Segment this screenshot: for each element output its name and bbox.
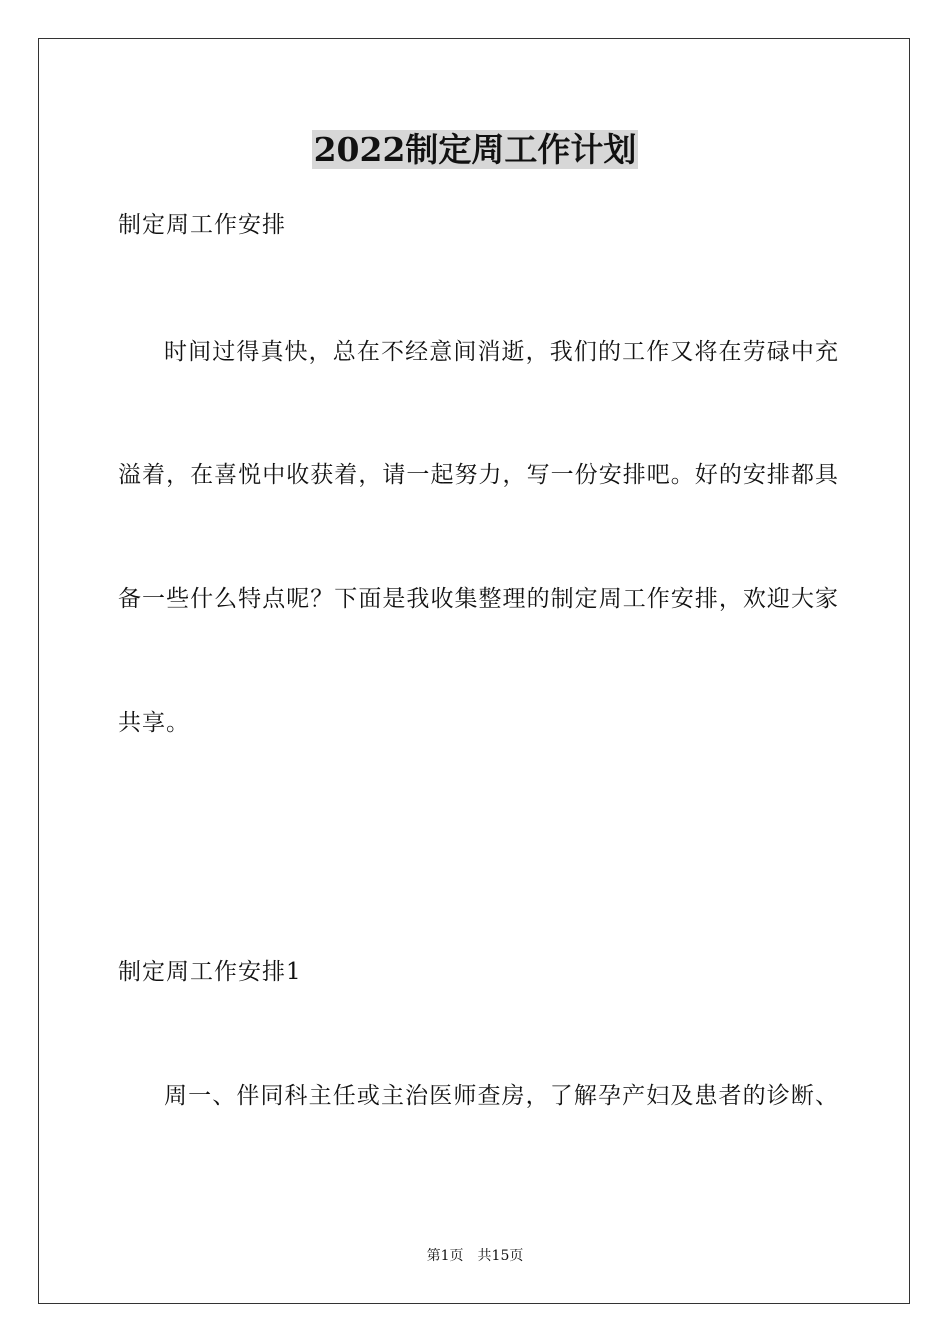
paragraph-line-2: 溢着，在喜悦中收获着，请一起努力，写一份安排吧。好的安排都具 — [118, 462, 838, 488]
paragraph-line-3: 备一些什么特点呢？下面是我收集整理的制定周工作安排，欢迎大家 — [118, 586, 838, 612]
heading: 制定周工作安排 — [118, 212, 286, 238]
section-heading: 制定周工作安排1 — [118, 959, 302, 985]
page-footer — [0, 1246, 950, 1266]
paragraph-line-4: 共享。 — [118, 710, 190, 736]
document-title — [0, 128, 950, 172]
document-title-text: 2022制定周工作计划 — [313, 130, 637, 169]
page-number: 第1页 — [426, 1248, 464, 1264]
page-total: 共15页 — [477, 1248, 524, 1264]
paragraph-line-1: 时间过得真快，总在不经意间消逝，我们的工作又将在劳碌中充 — [164, 339, 838, 365]
section-line-1: 周一、伴同科主任或主治医师查房，了解孕产妇及患者的诊断、 — [164, 1083, 838, 1109]
